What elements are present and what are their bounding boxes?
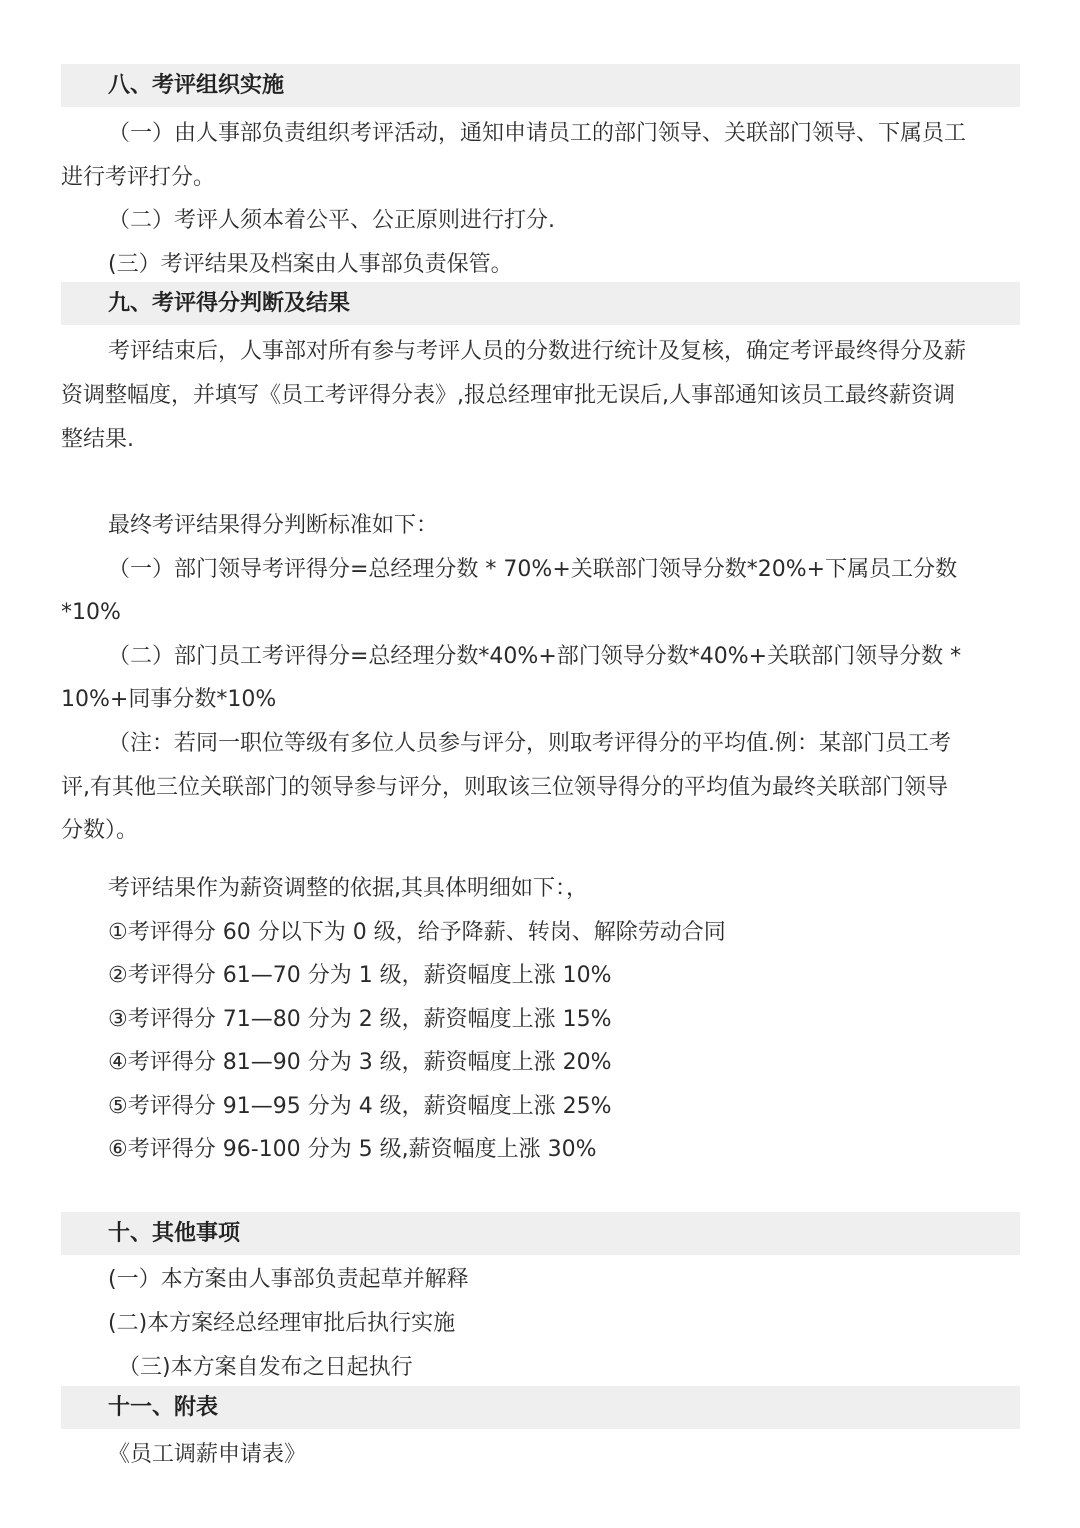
s8-item-3: (三）考评结果及档案由人事部负责保管。 <box>108 252 513 277</box>
s9-level-1: ②考评得分 61—70 分为 1 级，薪资幅度上涨 10% <box>108 963 612 988</box>
s9-intro-line-3: 整结果. <box>61 427 134 452</box>
s9-note-line-2: 评,有其他三位关联部门的领导参与评分，则取该三位领导得分的平均值为最终关联部门领导 <box>61 775 948 800</box>
s8-item-1-line-1: （一）由人事部负责组织考评活动，通知申请员工的部门领导、关联部门领导、下属员工 <box>108 121 967 146</box>
s10-item-3: （三)本方案自发布之日起执行 <box>118 1355 413 1380</box>
s9-formula-2-line-2: 10%+同事分数*10% <box>61 687 277 712</box>
s9-intro-line-1: 考评结束后，人事部对所有参与考评人员的分数进行统计及复核，确定考评最终得分及薪 <box>108 339 967 364</box>
s9-level-4: ⑤考评得分 91—95 分为 4 级，薪资幅度上涨 25% <box>108 1094 612 1119</box>
s9-note-line-3: 分数）。 <box>61 818 139 843</box>
section-8-heading: 八、考评组织实施 <box>61 64 1020 107</box>
section-10-heading: 十、其他事项 <box>61 1212 1020 1255</box>
s9-level-2: ③考评得分 71—80 分为 2 级，薪资幅度上涨 15% <box>108 1007 612 1032</box>
s11-item-1: 《员工调薪申请表》 <box>108 1442 307 1467</box>
s9-level-0: ①考评得分 60 分以下为 0 级，给予降薪、转岗、解除劳动合同 <box>108 920 726 945</box>
s8-item-2: （二）考评人须本着公平、公正原则进行打分. <box>108 208 555 233</box>
s9-basis: 考评结果作为薪资调整的依据,其具体明细如下：， <box>108 876 588 901</box>
section-11-heading: 十一、附表 <box>61 1386 1020 1429</box>
s10-item-2: (二)本方案经总经理审批后执行实施 <box>108 1311 456 1336</box>
s9-criteria-title: 最终考评结果得分判断标准如下： <box>108 513 439 538</box>
s9-formula-1-line-2: *10% <box>61 600 121 625</box>
s9-level-3: ④考评得分 81—90 分为 3 级，薪资幅度上涨 20% <box>108 1050 612 1075</box>
section-9-heading: 九、考评得分判断及结果 <box>61 282 1020 325</box>
s8-item-1-line-2: 进行考评打分。 <box>61 165 216 190</box>
s10-item-1: (一）本方案由人事部负责起草并解释 <box>108 1267 469 1292</box>
s9-level-5: ⑥考评得分 96-100 分为 5 级,薪资幅度上涨 30% <box>108 1137 597 1162</box>
s9-formula-1-line-1: （一）部门领导考评得分=总经理分数 * 70%+关联部门领导分数*20%+下属员工分数 <box>108 557 958 582</box>
s9-intro-line-2: 资调整幅度，并填写《员工考评得分表》,报总经理审批无误后,人事部通知该员工最终薪资调 <box>61 383 955 408</box>
s9-formula-2-line-1: （二）部门员工考评得分=总经理分数*40%+部门领导分数*40%+关联部门领导分数 * <box>108 644 962 669</box>
s9-note-line-1: （注：若同一职位等级有多位人员参与评分，则取考评得分的平均值.例：某部门员工考 <box>108 731 951 756</box>
